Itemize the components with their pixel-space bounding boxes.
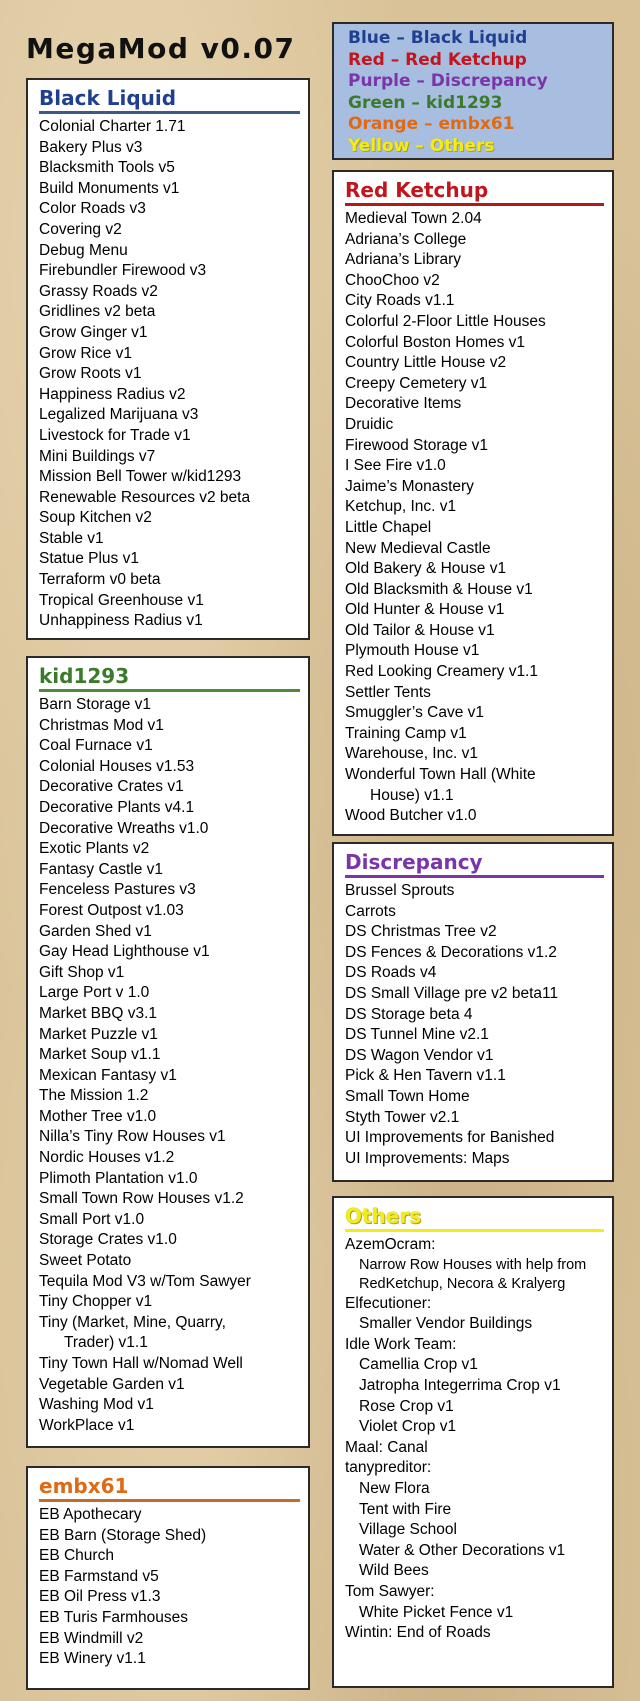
list-item: Market Soup v1.1 — [39, 1046, 161, 1064]
list-item: Decorative Wreaths v1.0 — [39, 819, 209, 837]
discrepancy-panel — [332, 842, 614, 1182]
list-item: EB Apothecary — [39, 1506, 142, 1523]
list-item: Firewood Storage v1 — [345, 436, 489, 454]
list-item: Grow Roots v1 — [39, 365, 142, 383]
list-item: Build Monuments v1 — [39, 179, 180, 197]
list-item: DS Small Village pre v2 beta11 — [345, 984, 559, 1002]
list-item: Stable v1 — [39, 529, 104, 547]
list-item: Tiny Chopper v1 — [39, 1293, 153, 1311]
list-item: UI Improvements: Maps — [345, 1149, 510, 1167]
list-item-continuation: Trader) v1.1 — [64, 1334, 148, 1352]
list-item: Village School — [359, 1521, 457, 1539]
list-item: Tiny Town Hall w/Nomad Well — [39, 1355, 243, 1372]
embx61-list — [39, 1505, 300, 1670]
list-item: Small Town Row Houses v1.2 — [39, 1190, 244, 1208]
list-item: Blacksmith Tools v5 — [39, 159, 175, 177]
list-item: DS Tunnel Mine v2.1 — [345, 1026, 489, 1044]
list-item: Old Hunter & House v1 — [345, 601, 505, 619]
list-item: Legalized Marijuana v3 — [39, 406, 199, 424]
list-item: Renewable Resources v2 beta — [39, 488, 251, 506]
list-item: EB Winery v1.1 — [39, 1650, 146, 1668]
embx61-title: embx61 — [39, 1474, 300, 1502]
list-item: Colonial Houses v1.53 — [39, 757, 195, 775]
color-legend — [332, 22, 614, 160]
list-item: EB Church — [39, 1547, 114, 1565]
list-item: EB Barn (Storage Shed) — [39, 1526, 207, 1544]
list-item: Country Little House v2 — [345, 354, 507, 372]
list-item: Maal: Canal — [345, 1438, 428, 1456]
list-item: Covering v2 — [39, 220, 122, 238]
list-item: Mini Buildings v7 — [39, 447, 156, 465]
list-item: Firebundler Firewood v3 — [39, 262, 207, 280]
list-item: City Roads v1.1 — [345, 292, 455, 310]
list-item: Vegetable Garden v1 — [39, 1375, 185, 1393]
red-ketchup-title: Red Ketchup — [345, 178, 604, 206]
discrepancy-title: Discrepancy — [345, 850, 604, 878]
list-item: Colorful 2-Floor Little Houses — [345, 312, 546, 330]
list-item: Bakery Plus v3 — [39, 138, 143, 156]
list-item: DS Christmas Tree v2 — [345, 923, 497, 941]
list-item: AzemOcram: — [345, 1236, 436, 1253]
list-item: Warehouse, Inc. v1 — [345, 745, 478, 763]
list-item: Old Blacksmith & House v1 — [345, 580, 533, 598]
list-item: Storage Crates v1.0 — [39, 1231, 177, 1249]
list-item: Adriana’s College — [345, 230, 467, 248]
legend-blue: Blue – Black Liquid — [348, 28, 528, 48]
list-item: Nordic Houses v1.2 — [39, 1149, 175, 1167]
list-item: Training Camp v1 — [345, 724, 467, 742]
others-list — [345, 1235, 604, 1644]
list-item: Livestock for Trade v1 — [39, 426, 191, 444]
list-item: Tom Sawyer: — [345, 1582, 435, 1600]
list-item: Fenceless Pastures v3 — [39, 881, 196, 899]
list-item: Forest Outpost v1.03 — [39, 901, 184, 919]
list-item: Tequila Mod V3 w/Tom Sawyer — [39, 1272, 251, 1290]
list-item: Plymouth House v1 — [345, 642, 480, 660]
list-item-line: Tiny (Market, Mine, Quarry, — [39, 1313, 226, 1331]
kid1293-title: kid1293 — [39, 664, 300, 692]
red-ketchup-list — [345, 209, 604, 827]
list-item: I See Fire v1.0 — [345, 457, 446, 475]
list-item: Pick & Hen Tavern v1.1 — [345, 1067, 506, 1085]
list-item: Market BBQ v3.1 — [39, 1004, 158, 1022]
list-item: UI Improvements for Banished — [345, 1129, 555, 1147]
list-item: DS Storage beta 4 — [345, 1005, 473, 1023]
list-item: Old Bakery & House v1 — [345, 560, 507, 578]
list-item-continuation: House) v1.1 — [370, 786, 454, 804]
legend-red: Red – Red Ketchup — [348, 49, 527, 70]
list-item: The Mission 1.2 — [39, 1087, 149, 1105]
list-item: EB Turis Farmhouses — [39, 1608, 189, 1626]
list-item: Styth Tower v2.1 — [345, 1108, 460, 1126]
list-item: Decorative Crates v1 — [39, 778, 184, 796]
embx61-panel — [26, 1466, 310, 1690]
legend-purple: Purple – Discrepancy — [348, 71, 548, 91]
list-item: Decorative Items — [345, 395, 462, 413]
list-item: Grow Rice v1 — [39, 344, 133, 362]
list-item: ChooChoo v2 — [345, 271, 440, 289]
list-item: Grassy Roads v2 — [39, 282, 158, 300]
list-item: Little Chapel — [345, 518, 432, 536]
list-item: New Medieval Castle — [345, 539, 491, 557]
list-item — [345, 765, 604, 806]
list-item: Mexican Fantasy v1 — [39, 1066, 177, 1084]
list-item: WorkPlace v1 — [39, 1416, 135, 1434]
list-item: Grow Ginger v1 — [39, 323, 148, 341]
black-liquid-panel — [26, 78, 310, 640]
list-item: Decorative Plants v4.1 — [39, 798, 195, 816]
list-item: Colonial Charter 1.71 — [39, 118, 186, 135]
list-item: Creepy Cemetery v1 — [345, 374, 488, 392]
list-item: DS Fences & Decorations v1.2 — [345, 943, 557, 961]
page-title: MegaMod v0.07 — [26, 32, 296, 65]
list-item: Water & Other Decorations v1 — [359, 1541, 566, 1559]
legend-yellow: Yellow – Others — [348, 135, 495, 156]
list-item: Wintin: End of Roads — [345, 1624, 491, 1642]
list-item: EB Oil Press v1.3 — [39, 1588, 161, 1606]
list-item: Mission Bell Tower w/kid1293 — [39, 468, 242, 486]
list-item: Christmas Mod v1 — [39, 716, 164, 734]
list-item: Nilla’s Tiny Row Houses v1 — [39, 1128, 226, 1146]
list-item: Rose Crop v1 — [359, 1397, 454, 1415]
list-item: Tropical Greenhouse v1 — [39, 591, 204, 609]
list-item: Small Port v1.0 — [39, 1210, 145, 1228]
list-item: EB Farmstand v5 — [39, 1567, 159, 1585]
list-item: Medieval Town 2.04 — [345, 210, 482, 227]
legend-orange: Orange – embx61 — [348, 114, 515, 134]
list-item: Unhappiness Radius v1 — [39, 612, 203, 630]
list-item: Gift Shop v1 — [39, 963, 125, 981]
list-item: Wild Bees — [359, 1562, 429, 1580]
list-item: EB Windmill v2 — [39, 1629, 144, 1647]
list-item: Jaime’s Monastery — [345, 477, 474, 495]
list-item: Exotic Plants v2 — [39, 840, 150, 858]
list-item: Terraform v0 beta — [39, 571, 161, 589]
list-item: Camellia Crop v1 — [359, 1356, 478, 1374]
list-item: Market Puzzle v1 — [39, 1025, 158, 1043]
list-item: Sweet Potato — [39, 1252, 132, 1270]
list-item: DS Wagon Vendor v1 — [345, 1046, 494, 1064]
list-item — [39, 1313, 300, 1354]
list-item: Color Roads v3 — [39, 200, 146, 218]
list-item: tanypreditor: — [345, 1459, 432, 1477]
list-item: Gridlines v2 beta — [39, 303, 156, 321]
list-item: Colorful Boston Homes v1 — [345, 333, 526, 351]
list-item: Red Looking Creamery v1.1 — [345, 663, 538, 681]
list-item: Gay Head Lighthouse v1 — [39, 943, 210, 961]
list-item: Smaller Vendor Buildings — [359, 1315, 533, 1333]
list-item: Mother Tree v1.0 — [39, 1107, 157, 1125]
list-item: Jatropha Integerrima Crop v1 — [359, 1376, 561, 1394]
list-item: Washing Mod v1 — [39, 1396, 154, 1414]
list-item: Debug Menu — [39, 241, 128, 259]
list-item: Small Town Home — [345, 1087, 470, 1105]
others-panel — [332, 1196, 614, 1688]
others-title: Others — [345, 1204, 604, 1232]
list-item: Druidic — [345, 415, 394, 433]
list-item: Adriana’s Library — [345, 251, 462, 269]
list-item: Barn Storage v1 — [39, 696, 152, 713]
list-item: Violet Crop v1 — [359, 1418, 457, 1436]
black-liquid-title: Black Liquid — [39, 86, 300, 114]
list-item: Narrow Row Houses with help from RedKetchup, Necora & Kralyerg — [359, 1256, 587, 1292]
list-item: White Picket Fence v1 — [359, 1603, 514, 1621]
discrepancy-list — [345, 881, 604, 1169]
list-item: Brussel Sprouts — [345, 882, 455, 899]
list-item: Soup Kitchen v2 — [39, 509, 152, 527]
list-item: Ketchup, Inc. v1 — [345, 498, 457, 516]
list-item: Large Port v 1.0 — [39, 984, 150, 1002]
list-item: New Flora — [359, 1479, 430, 1497]
list-item: Coal Furnace v1 — [39, 737, 153, 755]
list-item: Plimoth Plantation v1.0 — [39, 1169, 198, 1187]
list-item: Garden Shed v1 — [39, 922, 152, 940]
list-item: Old Tailor & House v1 — [345, 621, 495, 639]
legend-green: Green – kid1293 — [348, 92, 503, 113]
list-item: Carrots — [345, 902, 396, 920]
list-item: Idle Work Team: — [345, 1335, 457, 1353]
list-item: Statue Plus v1 — [39, 550, 139, 568]
list-item: DS Roads v4 — [345, 964, 437, 982]
list-item: Tent with Fire — [359, 1500, 452, 1518]
black-liquid-list — [39, 117, 300, 632]
list-item: Smuggler’s Cave v1 — [345, 704, 484, 722]
kid1293-list — [39, 695, 300, 1436]
list-item-line: Wonderful Town Hall (White — [345, 766, 536, 784]
list-item: Elfecutioner: — [345, 1294, 432, 1312]
list-item: Fantasy Castle v1 — [39, 860, 164, 878]
list-item: Wood Butcher v1.0 — [345, 807, 477, 825]
list-item: Settler Tents — [345, 683, 431, 701]
kid1293-panel — [26, 656, 310, 1448]
red-ketchup-panel — [332, 170, 614, 836]
list-item: Happiness Radius v2 — [39, 385, 186, 403]
